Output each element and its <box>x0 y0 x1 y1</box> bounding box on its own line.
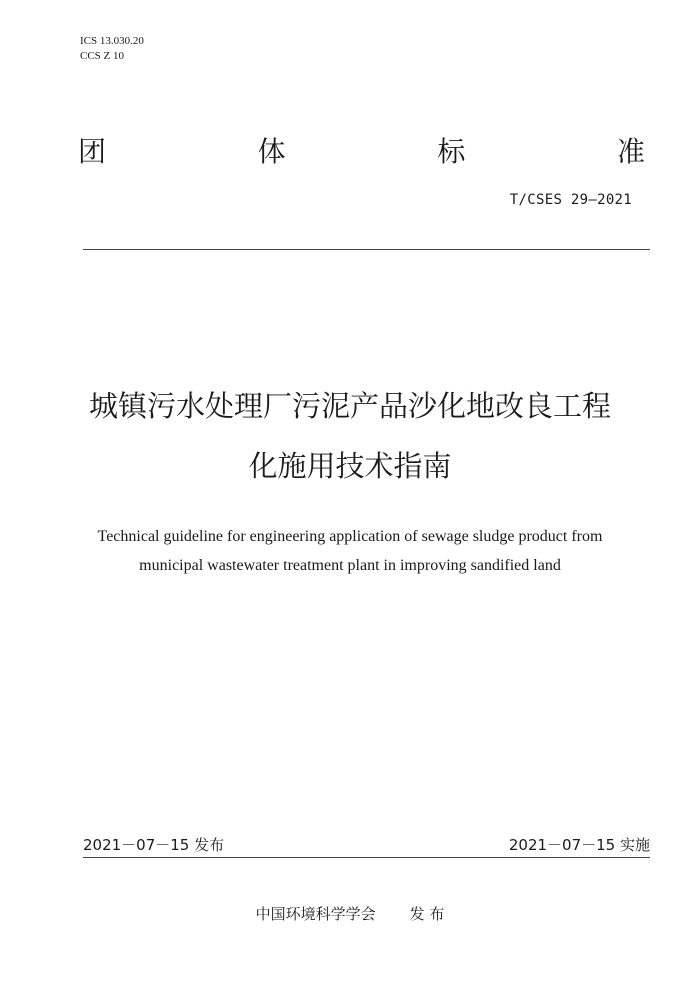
publisher-name: 中国环境科学学会 <box>255 905 376 923</box>
category-char: 团 <box>78 135 107 168</box>
footer-divider <box>83 857 650 858</box>
title-english <box>0 522 700 580</box>
header-divider <box>83 249 650 250</box>
category-char: 标 <box>437 135 466 168</box>
category-char: 体 <box>257 135 286 168</box>
ics-code: ICS 13.030.20 <box>80 35 144 47</box>
publish-action: 发 布 <box>409 905 445 923</box>
issue-date: 2021－07－15 发布 <box>83 836 225 854</box>
title-english-line2: municipal wastewater treatment plant in improving sandified land <box>139 557 561 574</box>
ccs-code: CCS Z 10 <box>80 50 125 62</box>
classification-codes <box>80 34 144 64</box>
date-row <box>83 835 650 855</box>
standard-category <box>78 134 645 170</box>
publisher-line <box>0 904 700 924</box>
title-english-line1: Technical guideline for engineering application of sewage sludge product from <box>97 528 603 545</box>
standard-number: T/CSES 29—2021 <box>509 192 632 208</box>
category-char: 准 <box>616 135 645 168</box>
title-chinese-line2: 化施用技术指南 <box>248 449 452 483</box>
implementation-date: 2021－07－15 实施 <box>508 836 650 854</box>
title-chinese-line1: 城镇污水处理厂污泥产品沙化地改良工程 <box>88 389 611 423</box>
